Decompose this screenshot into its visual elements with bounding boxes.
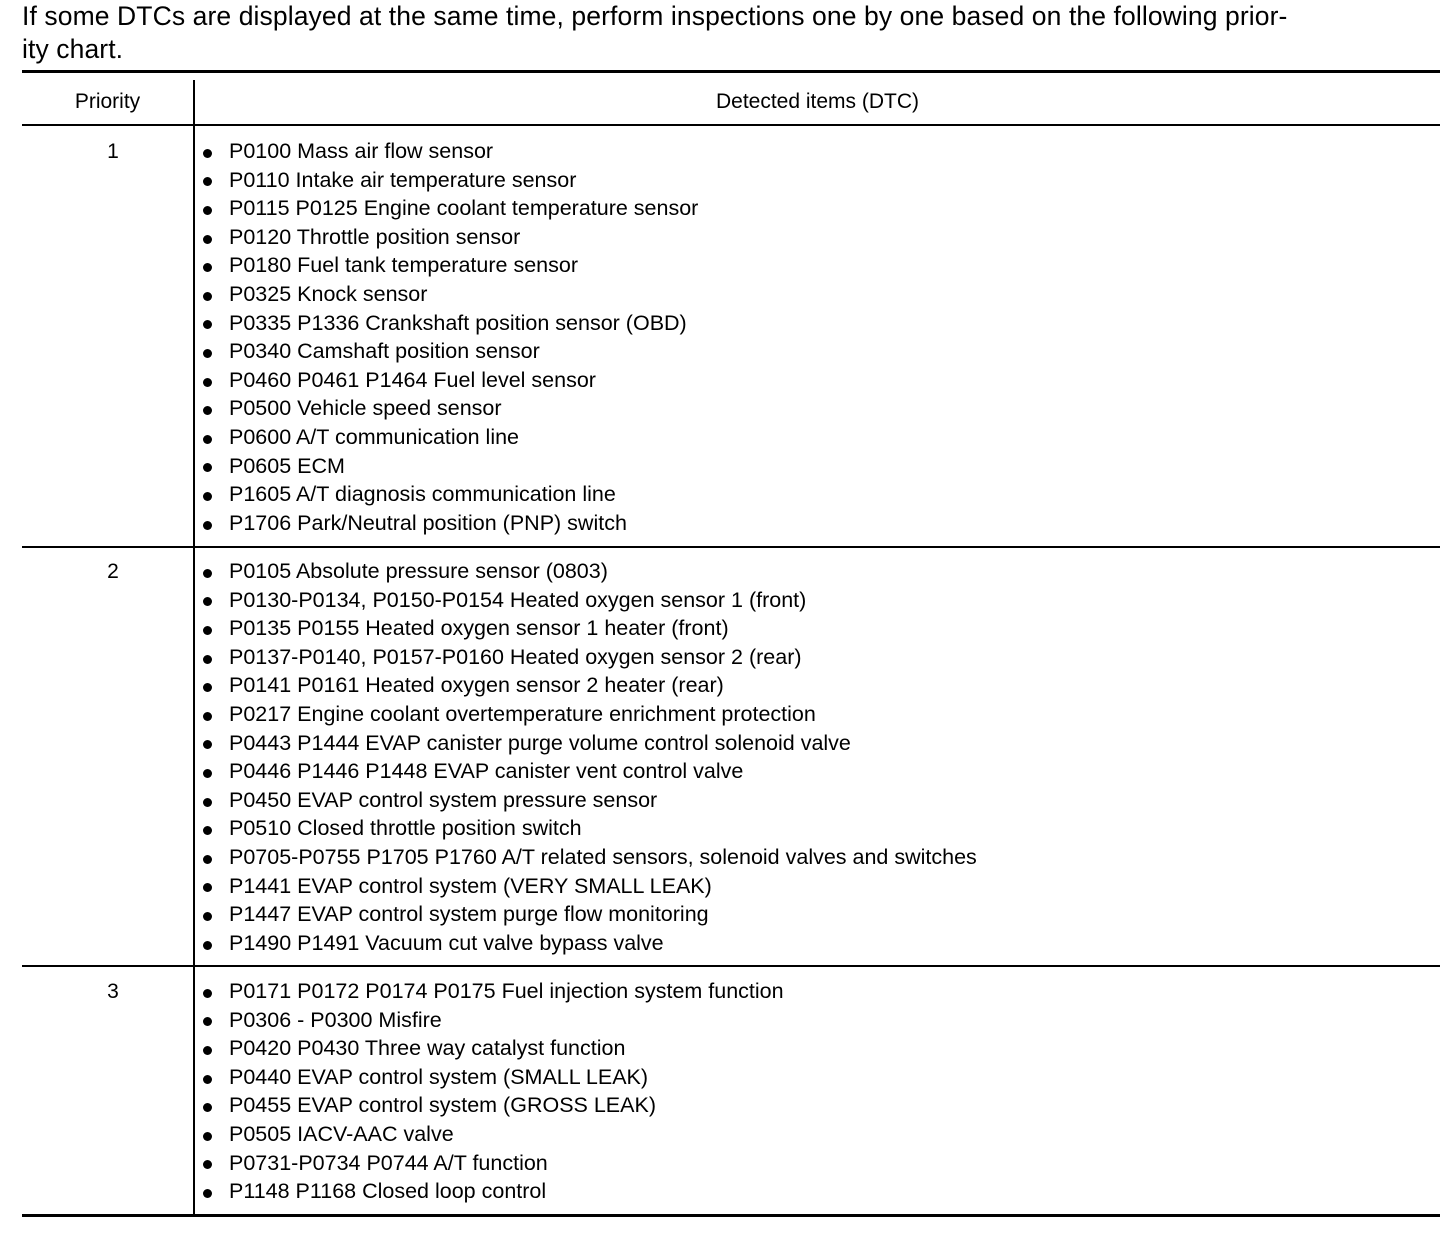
group-1-bottom-rule xyxy=(22,546,1440,548)
bullet-icon xyxy=(203,1046,212,1055)
dtc-item: P0455 EVAP control system (GROSS LEAK) xyxy=(203,1091,784,1120)
dtc-item: P0325 Knock sensor xyxy=(203,280,698,309)
bullet-icon xyxy=(203,1017,212,1026)
table-top-rule xyxy=(22,70,1440,73)
dtc-item: P1441 EVAP control system (VERY SMALL LEAK) xyxy=(203,872,977,901)
intro-paragraph xyxy=(22,0,1440,66)
dtc-item: P0340 Camshaft position sensor xyxy=(203,337,698,366)
dtc-item: P0105 Absolute pressure sensor (0803) xyxy=(203,557,977,586)
bullet-icon xyxy=(203,292,212,301)
bullet-icon xyxy=(203,798,212,807)
dtc-item: P0450 EVAP control system pressure sensor xyxy=(203,786,977,815)
bullet-icon xyxy=(203,1132,212,1141)
dtc-item: P0137-P0140, P0157-P0160 Heated oxygen sensor 2 (rear) xyxy=(203,643,977,672)
bullet-icon xyxy=(203,235,212,244)
dtc-list-priority-3 xyxy=(203,977,784,1206)
bullet-icon xyxy=(203,435,212,444)
bullet-icon xyxy=(203,683,212,692)
bullet-icon xyxy=(203,712,212,721)
dtc-item: P0731-P0734 P0744 A/T function xyxy=(203,1149,784,1178)
dtc-item: P0180 Fuel tank temperature sensor xyxy=(203,251,698,280)
priority-3: 3 xyxy=(107,980,119,1003)
dtc-item: P0460 P0461 P1464 Fuel level sensor xyxy=(203,366,698,395)
bullet-icon xyxy=(203,740,212,749)
bullet-icon xyxy=(203,206,212,215)
dtc-list-priority-2 xyxy=(203,557,977,957)
dtc-item: P1447 EVAP control system purge flow monitoring xyxy=(203,900,977,929)
dtc-item: P0420 P0430 Three way catalyst function xyxy=(203,1034,784,1063)
bullet-icon xyxy=(203,263,212,272)
bullet-icon xyxy=(203,492,212,501)
bullet-icon xyxy=(203,378,212,387)
table-bottom-rule xyxy=(22,1214,1440,1217)
dtc-item: P0306 - P0300 Misfire xyxy=(203,1006,784,1035)
dtc-item: P0600 A/T communication line xyxy=(203,423,698,452)
bullet-icon xyxy=(203,1189,212,1198)
header-detected-items: Detected items (DTC) xyxy=(715,90,920,113)
dtc-item: P0505 IACV-AAC valve xyxy=(203,1120,784,1149)
dtc-item: P0335 P1336 Crankshaft position sensor (OBD) xyxy=(203,309,698,338)
dtc-item: P0130-P0134, P0150-P0154 Heated oxygen sensor 1 (front) xyxy=(203,586,977,615)
bullet-icon xyxy=(203,883,212,892)
dtc-item: P0100 Mass air flow sensor xyxy=(203,137,698,166)
bullet-icon xyxy=(203,989,212,998)
bullet-icon xyxy=(203,655,212,664)
dtc-item: P0500 Vehicle speed sensor xyxy=(203,394,698,423)
dtc-item: P0605 ECM xyxy=(203,452,698,481)
dtc-item: P0440 EVAP control system (SMALL LEAK) xyxy=(203,1063,784,1092)
dtc-item: P0171 P0172 P0174 P0175 Fuel injection system function xyxy=(203,977,784,1006)
dtc-item: P0510 Closed throttle position switch xyxy=(203,814,977,843)
dtc-item: P0217 Engine coolant overtemperature enrichment protection xyxy=(203,700,977,729)
dtc-item: P1605 A/T diagnosis communication line xyxy=(203,480,698,509)
bullet-icon xyxy=(203,941,212,950)
bullet-icon xyxy=(203,463,212,472)
bullet-icon xyxy=(203,912,212,921)
priority-2: 2 xyxy=(107,560,119,583)
dtc-item: P0120 Throttle position sensor xyxy=(203,223,698,252)
bullet-icon xyxy=(203,1103,212,1112)
bullet-icon xyxy=(203,769,212,778)
dtc-item: P0115 P0125 Engine coolant temperature sensor xyxy=(203,194,698,223)
bullet-icon xyxy=(203,349,212,358)
bullet-icon xyxy=(203,406,212,415)
bullet-icon xyxy=(203,149,212,158)
dtc-item: P0446 P1446 P1448 EVAP canister vent control valve xyxy=(203,757,977,786)
dtc-item: P0135 P0155 Heated oxygen sensor 1 heater (front) xyxy=(203,614,977,643)
dtc-item: P0443 P1444 EVAP canister purge volume control solenoid valve xyxy=(203,729,977,758)
dtc-item: P1706 Park/Neutral position (PNP) switch xyxy=(203,509,698,538)
bullet-icon xyxy=(203,826,212,835)
header-bottom-rule xyxy=(22,124,1440,126)
bullet-icon xyxy=(203,521,212,530)
priority-1: 1 xyxy=(107,140,119,163)
bullet-icon xyxy=(203,626,212,635)
bullet-icon xyxy=(203,1160,212,1169)
dtc-item: P1148 P1168 Closed loop control xyxy=(203,1177,784,1206)
intro-line-1: If some DTCs are displayed at the same time, perform inspections one by one based on the following prior- xyxy=(22,1,1288,31)
bullet-icon xyxy=(203,177,212,186)
dtc-item: P0110 Intake air temperature sensor xyxy=(203,166,698,195)
bullet-icon xyxy=(203,855,212,864)
dtc-item: P0705-P0755 P1705 P1760 A/T related sensors, solenoid valves and switches xyxy=(203,843,977,872)
intro-line-2: ity chart. xyxy=(22,34,124,64)
dtc-item: P0141 P0161 Heated oxygen sensor 2 heater (rear) xyxy=(203,671,977,700)
bullet-icon xyxy=(203,569,212,578)
dtc-list-priority-1 xyxy=(203,137,698,537)
group-2-bottom-rule xyxy=(22,965,1440,967)
header-priority: Priority xyxy=(74,90,141,113)
bullet-icon xyxy=(203,320,212,329)
bullet-icon xyxy=(203,597,212,606)
dtc-item: P1490 P1491 Vacuum cut valve bypass valve xyxy=(203,929,977,958)
column-divider xyxy=(193,80,195,1216)
bullet-icon xyxy=(203,1075,212,1084)
